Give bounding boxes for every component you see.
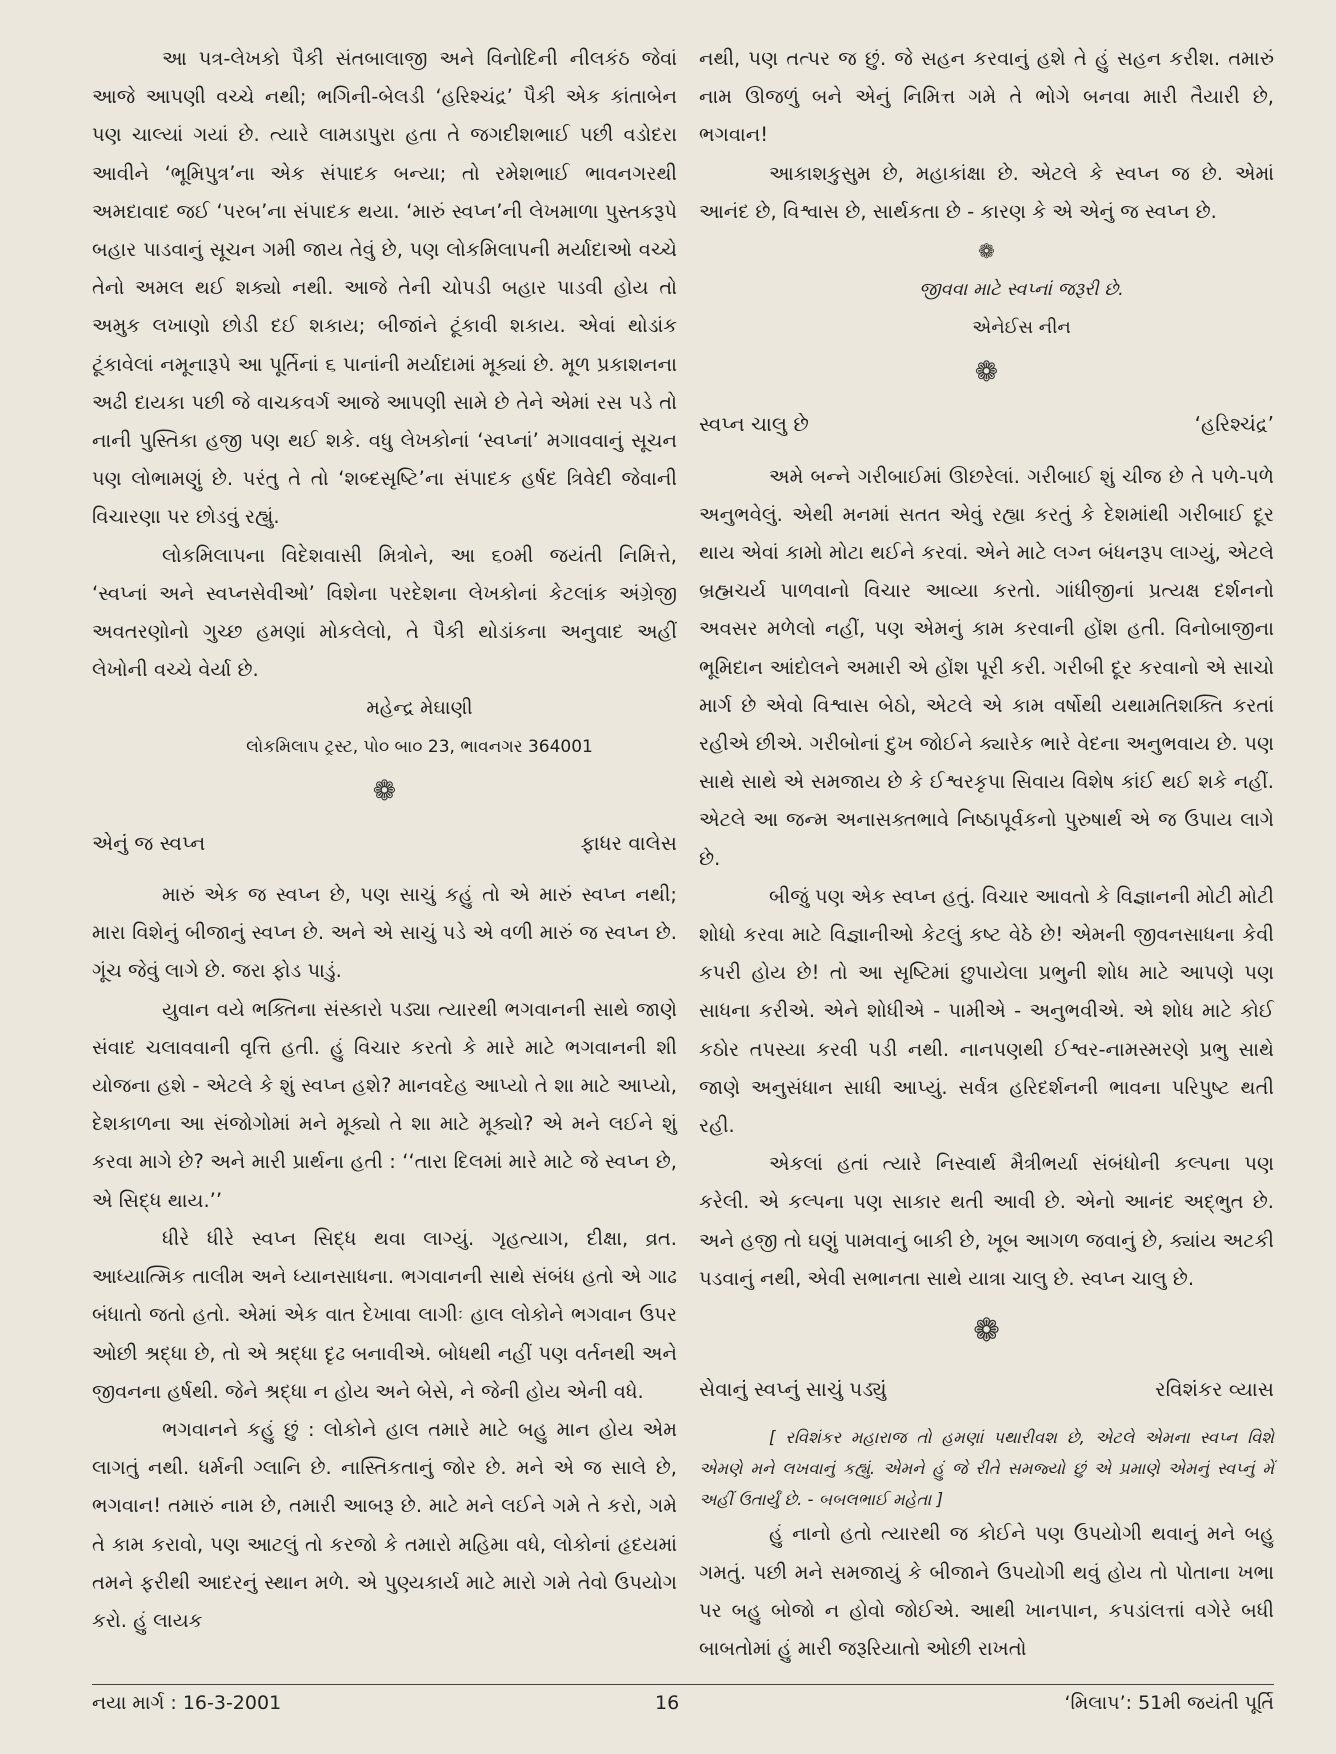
continued-paragraph: નથી, પણ તત્પર જ છું. જે સહન કરવાનું હશે તે હું સહન કરીશ. તમારું નામ ઊજળું બને એનું નિમિત્ત ગમે તે ભોગે બનવા મારી તૈયારી છે, ભગવાન! xyxy=(699,47,1274,147)
ornament-icon: ❁ xyxy=(974,355,999,389)
quote-text: જીવવા માટે સ્વપ્નાં જરૂરી છે. xyxy=(919,279,1124,301)
left-column xyxy=(92,40,677,1640)
footer-divider xyxy=(92,1684,1274,1685)
article-title: એનું જ સ્વપ્ન xyxy=(92,830,206,855)
article2-author: ‘હરિશ્ચંદ્ર’ xyxy=(1194,412,1274,437)
article-paragraph: ભગવાનને કહું છું : લોકોને હાલ તમારે માટે બહુ માન હોય એમ લાગતું નથી. ધર્મની ગ્લાનિ છે. નાસ્તિકતાનું જોર છે. મને એ જ સાલે છે, ભગવાન! તમારું નામ છે, તમારી આબરૂ છે. માટે મને લઈને ગમે તે કરો, ગમે તે કામ કરાવો, પણ આટલું તો કરજો કે તમારો મહિમા વધે, લોકોનાં હૃદયમાં તમને ફરીથી આદરનું સ્થાન મળે. એ પુણ્યકાર્ય માટે મારો ગમે તેવો ઉપયોગ કરો. હું લાયક xyxy=(92,1417,677,1632)
article2-paragraph: એકલાં હતાં ત્યારે નિસ્વાર્થ મૈત્રીભર્યા સંબંધોની કલ્પના પણ કરેલી. એ કલ્પના પણ સાકાર થતી આવી છે. એનો આનંદ અદ્ભુત છે. અને હજી તો ઘણું પામવાનું બાકી છે, ખૂબ આગળ જવાનું છે, ક્યાંય અટકી પડવાનું નથી, એવી સભાનતા સાથે યાત્રા ચાલુ છે. સ્વપ્ન ચાલુ છે. xyxy=(699,1152,1274,1290)
ornament-icon: ❁ xyxy=(978,239,995,264)
right-column xyxy=(699,40,1274,1668)
ornament-icon: ❁ xyxy=(973,1311,1000,1350)
article-author: ફાધર વાલેસ xyxy=(580,830,677,855)
article3-author: રવિશંકર વ્યાસ xyxy=(1155,1377,1274,1402)
footer-publication: નયા માર્ગ : 16-3-2001 xyxy=(92,1692,282,1714)
article-heading xyxy=(92,824,677,862)
article2-title: સ્વપ્ન ચાલુ છે xyxy=(699,412,809,437)
article3-paragraph: હું નાનો હતો ત્યારથી જ કોઈને પણ ઉપયોગી થવાનું મને બહુ ગમતું. પછી મને સમજાયું કે બીજાને ઉપયોગી થવું હોય તો પોતાના ખભા પર બહુ બોજો ન હોવો જોઈએ. આથી ખાનપાન, કપડાંલત્તાં વગેરે બધી બાબતોમાં હું મારી જરૂરિયાતો ઓછી રાખતો xyxy=(699,1522,1274,1660)
article-paragraph: મારું એક જ સ્વપ્ન છે, પણ સાચું કહું તો એ મારું સ્વપ્ન નથી; મારા વિશેનું બીજાનું સ્વપ્ન છે. અને એ સાચું પડે એ વળી મારું જ સ્વપ્ન છે. ગૂંચ જેવું લાગે છે. જરા ફોડ પાડું. xyxy=(92,883,677,983)
ornament-icon: ❁ xyxy=(372,773,397,807)
intro-paragraph: લોકમિલાપના વિદેશવાસી મિત્રોને, આ ૬૦મી જયંતી નિમિત્તે, ‘સ્વપ્નાં અને સ્વપ્નસેવીઓ’ વિશેના પરદેશના લેખકોનાં કેટલાંક અંગ્રેજી અવતરણોનો ગુચ્છ હમણાં મોકલેલો, તે પૈકી થોડાંકના અનુવાદ અહીં લેખોની વચ્ચે વેર્યા છે. xyxy=(92,543,677,682)
article3-heading xyxy=(699,1370,1274,1408)
article3-title: સેવાનું સ્વપ્નું સાચું પડ્યું xyxy=(699,1377,887,1402)
intro-paragraph: આ પત્ર-લેખકો પૈકી સંતબાલાજી અને વિનોદિની નીલકંઠ જેવાં આજે આપણી વચ્ચે નથી; ભગિની-બેલડી ‘હરિશ્ચંદ્ર’ પૈકી એક કાંતાબેન પણ ચાલ્યાં ગયાં છે. ત્યારે લામડાપુરા હતા તે જગદીશભાઈ પછી વડોદરા આવીને ‘ભૂમિપુત્ર’ના એક સંપાદક બન્યા; તો રમેશભાઈ ભાવનગરથી અમદાવાદ જઈ ‘પરબ’ના સંપાદક થયા. ‘મારું સ્વપ્ન’ની લેખમાળા પુસ્તકરૂપે બહાર પાડવાનું સૂચન ગમી જાય તેવું છે, પણ લોકમિલાપની મર્યાદાઓ વચ્ચે તેનો અમલ થઈ શક્યો નથી. આજે તેની ચોપડી બહાર પાડવી હોય તો અમુક લખાણો છોડી દઈ શકાય; બીજાંને ટૂંકાવી શકાય. એવાં થોડાંક ટૂંકાવેલાં નમૂનારૂપે આ પૂર્તિનાં ૬ પાનાંની મર્યાદામાં મૂક્યાં છે. મૂળ પ્રકાશનના અઢી દાયકા પછી જે વાચકવર્ગ આજે આપણી સામે છે તેને એમાં રસ પડે તો નાની પુસ્તિકા હજી પણ થઈ શકે. વધુ લેખકોનાં ‘સ્વપ્નાં’ મગાવવાનું સૂચન પણ લોભામણું છે. પરંતુ તે તો ‘શબ્દસૃષ્ટિ’ના સંપાદક હર્ષદ ત્રિવેદી જેવાની વિચારણા પર છોડવું રહ્યું. xyxy=(92,47,677,529)
article3-note: [ રવિશંકર મહારાજ તો હમણાં પથારીવશ છે, એટલે એમના સ્વપ્ન વિશે એમણે મને લખવાનું કહ્યું. એમને હું જે રીતે સમજ્યો છું એ પ્રમાણે એમનું સ્વપ્નું મેં અહીં ઉતાર્યું છે. - બબલભાઈ મહેતા ] xyxy=(699,1428,1274,1510)
article-paragraph: ધીરે ધીરે સ્વપ્ન સિદ્ધ થવા લાગ્યું. ગૃહત્યાગ, દીક્ષા, વ્રત. આધ્યાત્મિક તાલીમ અને ધ્યાનસાધના. ભગવાનની સાથે સંબંધ હતો એ ગાઢ બંધાતો જતો હતો. એમાં એક વાત દેખાવા લાગીઃ હાલ લોકોને ભગવાન ઉપર ઓછી શ્રદ્ધા છે, તો એ શ્રદ્ધા દૃઢ બનાવીએ. બોધથી નહીં પણ વર્તનથી અને જીવનના હર્ષથી. જેને શ્રદ્ધા ન હોય અને બેસે, ને જેની હોય એની વધે. xyxy=(92,1226,677,1403)
closing-paragraph: આકાશકુસુમ છે, મહાકાંક્ષા છે. એટલે કે સ્વપ્ન જ છે. એમાં આનંદ છે, વિશ્વાસ છે, સાર્થકતા છે - કારણ કે એ એનું જ સ્વપ્ન છે. xyxy=(699,161,1274,223)
signature-address: લોકમિલાપ ટ્રસ્ટ, પો૦ બા૦ 23, ભાવનગર 364001 xyxy=(246,736,593,757)
article2-paragraph: બીજું પણ એક સ્વપ્ન હતું. વિચાર આવતો કે વિજ્ઞાનની મોટી મોટી શોધો કરવા માટે વિજ્ઞાનીઓ કેટલું કષ્ટ વેઠે છે! એમની જીવનસાધના કેવી કપરી હોય છે! તો આ સૃષ્ટિમાં છુપાયેલા પ્રભુની શોધ માટે આપણે પણ સાધના કરીએ. એને શોધીએ - પામીએ - અનુભવીએ. એ શોધ માટે કોઈ કઠોર તપસ્યા કરવી પડી નથી. નાનપણથી ઈશ્વર-નામસ્મરણે પ્રભુ સાથે જાણે અનુસંધાન સાધી આપ્યું. સર્વત્ર હરિદર્શનની ભાવના પરિપુષ્ટ થતી રહી. xyxy=(699,884,1274,1138)
article2-heading xyxy=(699,405,1274,443)
signature-name: મહેન્દ્ર મેઘાણી xyxy=(366,697,473,720)
footer-supplement: ‘મિલાપ’: 51મી જયંતી પૂર્તિ xyxy=(1064,1692,1274,1714)
page-number: 16 xyxy=(655,1692,680,1714)
quote-author: એનેઈસ નીન xyxy=(972,317,1071,339)
article-paragraph: યુવાન વયે ભક્તિના સંસ્કારો પડ્યા ત્યારથી ભગવાનની સાથે જાણે સંવાદ ચલાવવાની વૃત્તિ હતી. હું વિચાર કરતો કે મારે માટે ભગવાનની શી યોજના હશે - એટલે કે શું સ્વપ્ન હશે? માનવદેહ આપ્યો તે શા માટે આપ્યો, દેશકાળના આ સંજોગોમાં મને મૂક્યો તે શા માટે મૂક્યો? એ મને લઈને શું કરવા માગે છે? અને મારી પ્રાર્થના હતી : ‘‘તારા દિલમાં મારે માટે જે સ્વપ્ન છે, એ સિદ્ધ થાય.’’ xyxy=(92,997,677,1212)
article2-paragraph: અમે બન્ને ગરીબાઈમાં ઊછરેલાં. ગરીબાઈ શું ચીજ છે તે પળે-પળે અનુભવેલું. એથી મનમાં સતત એવું રહ્યા કરતું કે દેશમાંથી ગરીબાઈ દૂર થાય એવાં કામો મોટા થઈને કરવાં. એને માટે લગ્ન બંધનરૂપ લાગ્યું, એટલે બ્રહ્મચર્ય પાળવાનો વિચાર આવ્યા કરતો. ગાંધીજીનાં પ્રત્યક્ષ દર્શનનો અવસર મળેલો નહીં, પણ એમનું કામ કરવાની હોંશ હતી. વિનોબાજીના ભૂમિદાન આંદોલને અમારી એ હોંશ પૂરી કરી. ગરીબી દૂર કરવાનો એ સાચો માર્ગ છે એવો વિશ્વાસ બેઠો, એટલે એ કામ વર્ષોથી યથામતિશક્તિ કરતાં રહીએ છીએ. ગરીબોનાં દુખ જોઈને ક્યારેક ભારે વેદના અનુભવાય છે. પણ સાથે સાથે એ સમજાય છે કે ઈશ્વરકૃપા સિવાય વિશેષ કાંઈ થઈ શકે નહીં. એટલે આ જન્મ અનાસક્તભાવે નિષ્ઠાપૂર્વકનો પુરુષાર્થ એ જ ઉપાય લાગે છે. xyxy=(699,464,1274,870)
